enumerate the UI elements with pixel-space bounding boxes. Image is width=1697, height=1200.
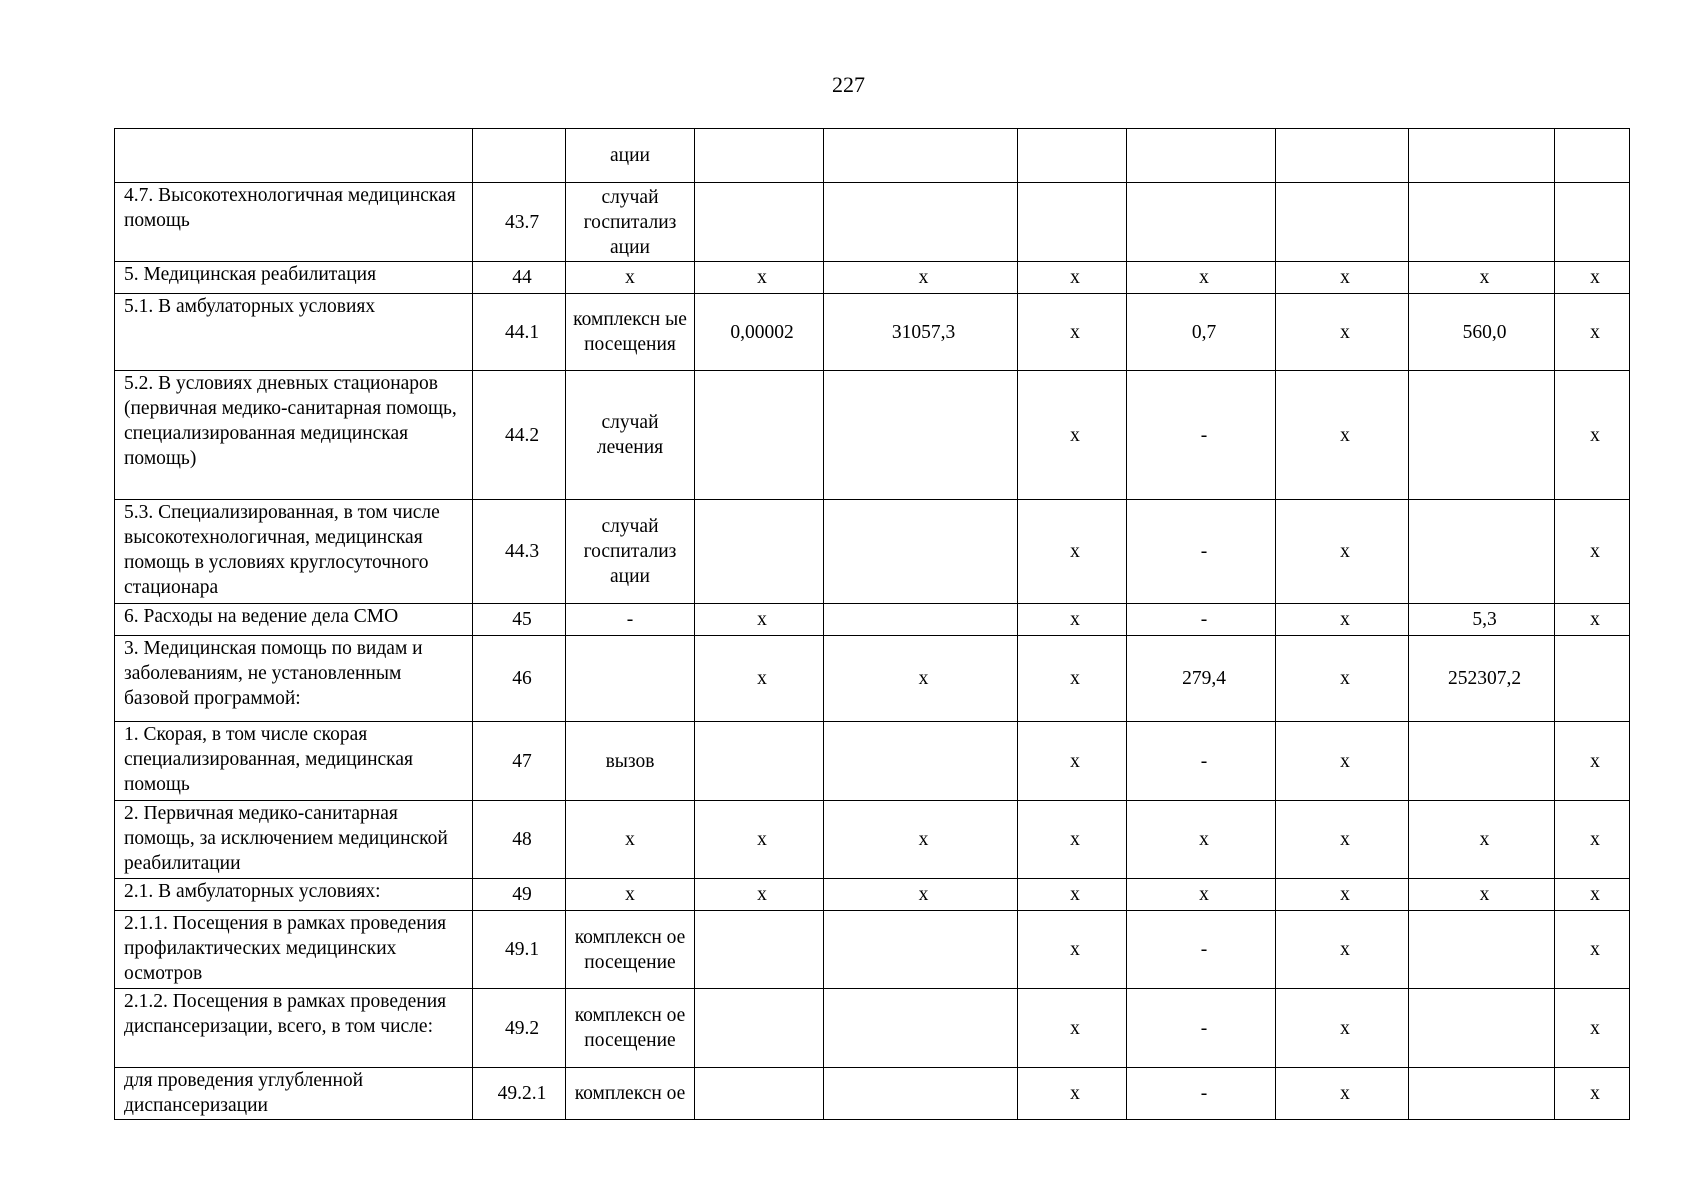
table-row [115, 722, 1630, 801]
value-cell [1127, 129, 1276, 183]
row-name-cell: 2.1. В амбулаторных условиях: [115, 879, 473, 911]
value-cell: х [695, 636, 824, 722]
value-cell: х [1018, 911, 1127, 989]
row-code-cell: 44 [473, 262, 566, 294]
value-cell: 5,3 [1409, 604, 1555, 636]
value-cell: х [1555, 879, 1630, 911]
value-cell: х [695, 801, 824, 879]
value-cell [1409, 500, 1555, 604]
value-cell: х [1018, 1068, 1127, 1120]
value-cell: х [1018, 879, 1127, 911]
row-unit-cell: - [566, 604, 695, 636]
value-cell: - [1127, 604, 1276, 636]
value-cell: х [1018, 500, 1127, 604]
row-unit-cell: вызов [566, 722, 695, 801]
row-unit-cell: случай лечения [566, 371, 695, 500]
value-cell: - [1127, 500, 1276, 604]
value-cell: х [1276, 879, 1409, 911]
value-cell [1276, 183, 1409, 262]
row-code-cell: 45 [473, 604, 566, 636]
row-unit-cell: случай госпитализ ации [566, 183, 695, 262]
value-cell [824, 911, 1018, 989]
table-row [115, 604, 1630, 636]
row-name-cell: 2. Первичная медико-санитарная помощь, за исключением медицинской реабилитации [115, 801, 473, 879]
value-cell [695, 183, 824, 262]
data-table [114, 128, 1630, 1120]
row-unit-cell: случай госпитализ ации [566, 500, 695, 604]
value-cell [1018, 183, 1127, 262]
value-cell: х [1127, 801, 1276, 879]
value-cell: х [1555, 722, 1630, 801]
row-unit-cell: комплексн ые посещения [566, 294, 695, 371]
value-cell [695, 1068, 824, 1120]
value-cell: х [1018, 636, 1127, 722]
value-cell [824, 129, 1018, 183]
row-code-cell [473, 129, 566, 183]
value-cell: х [1018, 262, 1127, 294]
value-cell: х [1409, 262, 1555, 294]
row-code-cell: 48 [473, 801, 566, 879]
value-cell [1127, 183, 1276, 262]
value-cell: х [695, 879, 824, 911]
value-cell [695, 500, 824, 604]
value-cell: х [1409, 879, 1555, 911]
value-cell: х [1276, 801, 1409, 879]
value-cell: х [824, 636, 1018, 722]
value-cell [695, 129, 824, 183]
value-cell [824, 989, 1018, 1068]
row-name-cell [115, 129, 473, 183]
value-cell [1409, 911, 1555, 989]
value-cell: х [1555, 801, 1630, 879]
row-unit-cell: х [566, 801, 695, 879]
value-cell: х [1276, 604, 1409, 636]
value-cell [1409, 1068, 1555, 1120]
value-cell [1409, 183, 1555, 262]
row-name-cell: 5.2. В условиях дневных стационаров (первичная медико-санитарная помощь, специализированная медицинская помощь) [115, 371, 473, 500]
value-cell: 279,4 [1127, 636, 1276, 722]
table-row [115, 1068, 1630, 1120]
value-cell: - [1127, 371, 1276, 500]
value-cell: х [1127, 262, 1276, 294]
row-name-cell: 5.3. Специализированная, в том числе высокотехнологичная, медицинская помощь в условиях круглосуточного стационара [115, 500, 473, 604]
row-name-cell: 6. Расходы на ведение дела СМО [115, 604, 473, 636]
value-cell [1409, 989, 1555, 1068]
page-number: 227 [832, 72, 865, 97]
value-cell: - [1127, 911, 1276, 989]
value-cell: - [1127, 1068, 1276, 1120]
value-cell: 560,0 [1409, 294, 1555, 371]
value-cell: х [1555, 911, 1630, 989]
value-cell [1018, 129, 1127, 183]
value-cell: х [824, 879, 1018, 911]
row-unit-cell: комплексн ое посещение [566, 911, 695, 989]
row-name-cell: 5.1. В амбулаторных условиях [115, 294, 473, 371]
value-cell: х [1409, 801, 1555, 879]
value-cell: х [824, 262, 1018, 294]
value-cell [1555, 636, 1630, 722]
value-cell [695, 911, 824, 989]
value-cell [824, 1068, 1018, 1120]
value-cell: х [1276, 371, 1409, 500]
value-cell: х [1276, 500, 1409, 604]
value-cell: х [1018, 371, 1127, 500]
value-cell: 31057,3 [824, 294, 1018, 371]
value-cell: х [1276, 262, 1409, 294]
value-cell: х [1555, 294, 1630, 371]
value-cell: х [695, 604, 824, 636]
table-row [115, 371, 1630, 500]
value-cell [695, 989, 824, 1068]
value-cell: х [1276, 722, 1409, 801]
value-cell: х [1276, 911, 1409, 989]
value-cell [1409, 129, 1555, 183]
value-cell: х [1555, 989, 1630, 1068]
row-code-cell: 44.1 [473, 294, 566, 371]
table-row [115, 294, 1630, 371]
value-cell: х [1276, 1068, 1409, 1120]
value-cell: х [1276, 294, 1409, 371]
value-cell: х [1018, 722, 1127, 801]
row-unit-cell: комплексн ое посещение [566, 989, 695, 1068]
value-cell: х [1555, 500, 1630, 604]
table-row [115, 989, 1630, 1068]
value-cell [824, 722, 1018, 801]
row-unit-cell [566, 636, 695, 722]
table-row [115, 129, 1630, 183]
value-cell [824, 371, 1018, 500]
value-cell: х [1555, 604, 1630, 636]
row-code-cell: 44.3 [473, 500, 566, 604]
row-code-cell: 43.7 [473, 183, 566, 262]
value-cell: х [1018, 801, 1127, 879]
value-cell: 252307,2 [1409, 636, 1555, 722]
table-row [115, 262, 1630, 294]
row-unit-cell: комплексн ое [566, 1068, 695, 1120]
row-unit-cell: х [566, 879, 695, 911]
value-cell: - [1127, 989, 1276, 1068]
table-row [115, 500, 1630, 604]
row-name-cell: 4.7. Высокотехнологичная медицинская помощь [115, 183, 473, 262]
value-cell [695, 722, 824, 801]
value-cell [695, 371, 824, 500]
row-name-cell: 3. Медицинская помощь по видам и заболеваниям, не установленным базовой программой: [115, 636, 473, 722]
value-cell [1409, 722, 1555, 801]
table-row [115, 801, 1630, 879]
value-cell: 0,7 [1127, 294, 1276, 371]
value-cell: х [1018, 294, 1127, 371]
value-cell [824, 183, 1018, 262]
value-cell: х [1018, 989, 1127, 1068]
value-cell: х [1555, 371, 1630, 500]
value-cell [1409, 371, 1555, 500]
value-cell [824, 604, 1018, 636]
value-cell: х [824, 801, 1018, 879]
row-name-cell: 2.1.2. Посещения в рамках проведения диспансеризации, всего, в том числе: [115, 989, 473, 1068]
row-unit-cell: ации [566, 129, 695, 183]
row-name-cell: для проведения углубленной диспансеризации [115, 1068, 473, 1120]
row-code-cell: 44.2 [473, 371, 566, 500]
value-cell [1555, 129, 1630, 183]
value-cell: х [1276, 636, 1409, 722]
value-cell: х [1018, 604, 1127, 636]
row-code-cell: 49.2.1 [473, 1068, 566, 1120]
value-cell: - [1127, 722, 1276, 801]
value-cell: х [1555, 262, 1630, 294]
value-cell: х [1127, 879, 1276, 911]
value-cell: х [695, 262, 824, 294]
value-cell [1555, 183, 1630, 262]
table-row [115, 911, 1630, 989]
row-code-cell: 49 [473, 879, 566, 911]
table-row [115, 879, 1630, 911]
row-code-cell: 49.2 [473, 989, 566, 1068]
value-cell [1276, 129, 1409, 183]
table-row [115, 636, 1630, 722]
row-code-cell: 47 [473, 722, 566, 801]
value-cell: 0,00002 [695, 294, 824, 371]
row-name-cell: 1. Скорая, в том числе скорая специализированная, медицинская помощь [115, 722, 473, 801]
table-row [115, 183, 1630, 262]
value-cell [824, 500, 1018, 604]
row-name-cell: 2.1.1. Посещения в рамках проведения профилактических медицинских осмотров [115, 911, 473, 989]
row-unit-cell: х [566, 262, 695, 294]
value-cell: х [1276, 989, 1409, 1068]
row-code-cell: 49.1 [473, 911, 566, 989]
row-name-cell: 5. Медицинская реабилитация [115, 262, 473, 294]
value-cell: х [1555, 1068, 1630, 1120]
row-code-cell: 46 [473, 636, 566, 722]
